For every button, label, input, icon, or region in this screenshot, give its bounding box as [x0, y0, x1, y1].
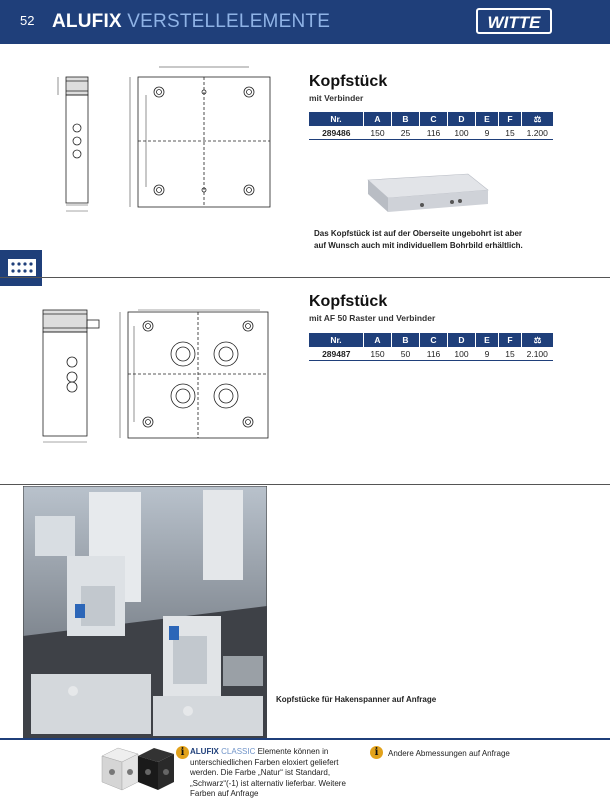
color-samples-image	[98, 744, 176, 794]
photo-caption: Kopfstücke für Hakenspanner auf Anfrage	[276, 695, 437, 704]
info-icon: i	[176, 746, 189, 759]
cell: 289486	[309, 126, 364, 140]
footer-line: Farben auf Anfrage	[190, 789, 259, 798]
col-header: A	[364, 333, 392, 347]
table-header-row	[309, 333, 553, 347]
col-header: D	[448, 333, 476, 347]
divider	[0, 277, 610, 278]
col-header: C	[420, 333, 448, 347]
cell: 1.200	[522, 126, 554, 140]
cell: 9	[476, 347, 499, 361]
cell: 2.100	[522, 347, 554, 361]
application-photo	[23, 486, 267, 738]
col-header: A	[364, 112, 392, 126]
info-icon: i	[370, 746, 383, 759]
footer-line: unterschiedlichen Farben eloxiert geliefert	[190, 757, 339, 767]
col-header: Nr.	[309, 333, 364, 347]
footer-info-dimensions: Andere Abmessungen auf Anfrage	[388, 749, 510, 758]
technical-drawing-1	[40, 55, 280, 225]
section1-title: Kopfstück	[309, 73, 388, 90]
grid-plate-icon	[0, 250, 42, 286]
cell: 289487	[309, 347, 364, 361]
title-bold: ALUFIX	[52, 11, 122, 32]
col-header: B	[392, 333, 420, 347]
witte-logo: WITTE	[476, 8, 552, 34]
section2-title: Kopfstück	[309, 293, 388, 310]
product-image-1	[362, 168, 492, 218]
col-header: E	[476, 112, 499, 126]
footer-divider	[0, 738, 610, 740]
section1-spec-table	[309, 112, 553, 140]
cell: 100	[448, 347, 476, 361]
section2-subtitle: mit AF 50 Raster und Verbinder	[309, 313, 436, 323]
cell: 15	[499, 347, 522, 361]
cell: 25	[392, 126, 420, 140]
footer-line: „Schwarz“(-1) ist alternativ lieferbar. Weitere	[190, 778, 346, 788]
section1-note	[314, 228, 523, 252]
col-header: Nr.	[309, 112, 364, 126]
cell: 100	[448, 126, 476, 140]
col-header: B	[392, 112, 420, 126]
table-row	[309, 347, 553, 361]
footer-text: Elemente können in	[255, 747, 329, 756]
weight-icon: ⚖	[522, 112, 554, 126]
col-header: C	[420, 112, 448, 126]
cell: 150	[364, 347, 392, 361]
section2-spec-table	[309, 333, 553, 361]
footer-info-colors	[190, 747, 346, 800]
footer-brand: ALUFIX	[190, 747, 219, 756]
section1-subtitle: mit Verbinder	[309, 93, 364, 103]
note-line: Das Kopfstück ist auf der Oberseite ungebohrt ist aber	[314, 229, 523, 238]
note-line: auf Wunsch auch mit individuellem Bohrbild erhältlich.	[314, 241, 523, 250]
page-title	[52, 11, 330, 33]
side-tab	[0, 250, 42, 286]
cell: 116	[420, 347, 448, 361]
cell: 50	[392, 347, 420, 361]
cell: 116	[420, 126, 448, 140]
cell: 15	[499, 126, 522, 140]
col-header: F	[499, 333, 522, 347]
page-number: 52	[20, 13, 35, 28]
cell: 9	[476, 126, 499, 140]
col-header: D	[448, 112, 476, 126]
footer-line: werden. Die Farbe „Natur“ ist Standard,	[190, 768, 331, 777]
table-header-row	[309, 112, 553, 126]
title-light: VERSTELLELEMENTE	[127, 11, 331, 32]
technical-drawing-2	[30, 292, 280, 452]
footer-brand-light: CLASSIC	[221, 747, 256, 756]
footer-line	[190, 747, 346, 758]
col-header: E	[476, 333, 499, 347]
weight-icon: ⚖	[522, 333, 554, 347]
divider	[0, 484, 610, 485]
col-header: F	[499, 112, 522, 126]
cell: 150	[364, 126, 392, 140]
table-row	[309, 126, 553, 140]
